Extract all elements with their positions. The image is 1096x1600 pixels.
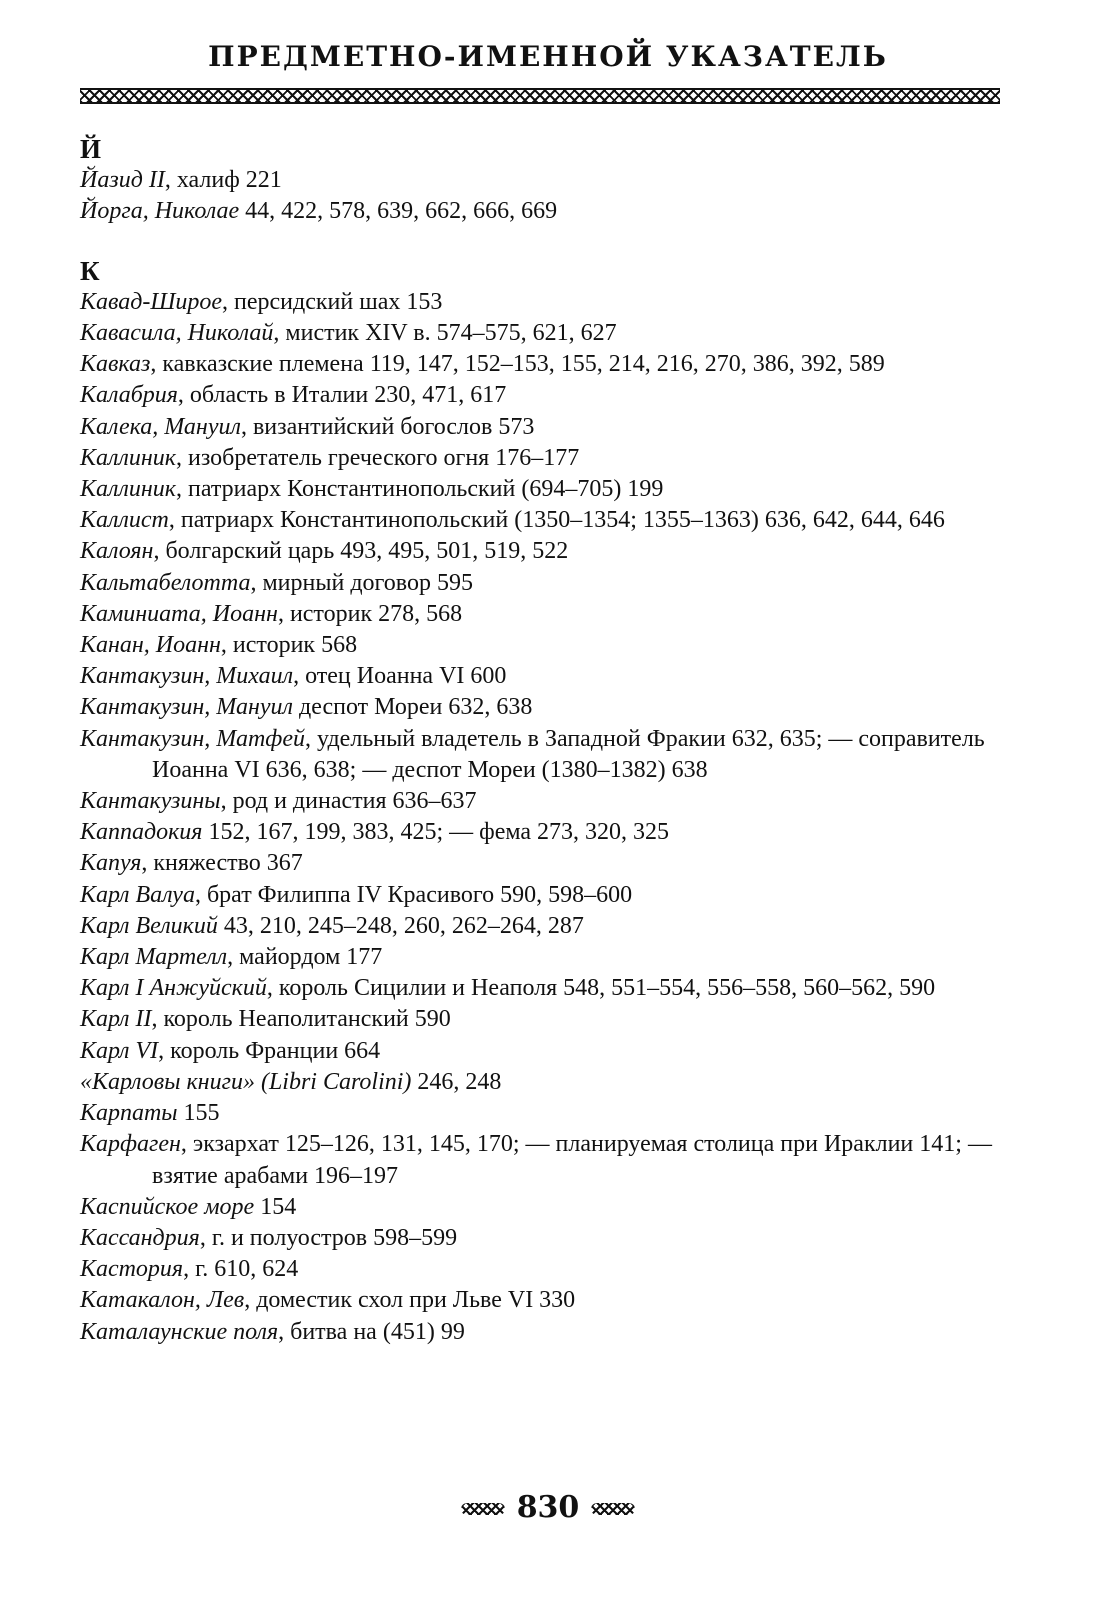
index-entry-term: Йорга, Николае bbox=[80, 198, 240, 225]
index-entry-term: Карл Валуа bbox=[80, 881, 195, 908]
index-entry-refs: , король Неаполитанский 590 bbox=[151, 1006, 451, 1033]
index-entry bbox=[80, 196, 1000, 227]
index-entry-term: Кальтабелотта bbox=[80, 569, 251, 596]
index-entry-term: Карл I Анжуйский bbox=[80, 975, 267, 1002]
index-entry bbox=[80, 505, 1000, 536]
page-footer bbox=[0, 1490, 1096, 1525]
index-entry-refs: , удельный владетель в Западной Фракии 632, 635; — соправитель Иоанна VI 636, 638; — деспот Мореи (1380–1382) 638 bbox=[152, 725, 985, 783]
index-entry-term: Каталаунские поля bbox=[80, 1318, 279, 1345]
index-entry bbox=[80, 1317, 1000, 1348]
index-entry-refs: , византийский богослов 573 bbox=[240, 413, 535, 440]
index-entry-term: Капуя bbox=[80, 850, 142, 877]
index-entry bbox=[80, 692, 1000, 723]
index-entry bbox=[80, 942, 1000, 973]
index-entry-term: Карл VI bbox=[80, 1037, 159, 1064]
page-number: 830 bbox=[516, 1490, 580, 1525]
index-entry bbox=[80, 1285, 1000, 1316]
index-entry bbox=[80, 165, 1000, 196]
index-entry-refs: , историк 568 bbox=[220, 632, 358, 659]
index-entry-refs: , доместик схол при Льве VI 330 bbox=[244, 1287, 576, 1314]
index-entry bbox=[80, 817, 1000, 848]
index-entry-term: Каллиник bbox=[80, 476, 176, 503]
index-entry-refs: , изобретатель греческого огня 176–177 bbox=[176, 444, 580, 471]
index-entry-refs: 152, 167, 199, 383, 425; — фема 273, 320, 325 bbox=[202, 819, 670, 846]
index-entry-term: Кантакузин, Мануил bbox=[80, 694, 293, 721]
index-entry-refs: , король Сицилии и Неаполя 548, 551–554, 556–558, 560–562, 590 bbox=[266, 975, 936, 1002]
index-entry-refs: 43, 210, 245–248, 260, 262–264, 287 bbox=[217, 912, 584, 939]
index-entry-refs: , г. и полуостров 598–599 bbox=[199, 1224, 458, 1251]
footer-ornament-right bbox=[591, 1503, 635, 1515]
index-entry bbox=[80, 1129, 1000, 1191]
index-entry-refs: 155 bbox=[177, 1100, 220, 1127]
index-entry-term: Карл Мартелл bbox=[80, 944, 228, 971]
index-content bbox=[80, 126, 1000, 1348]
index-entry-refs: , патриарх Константинопольский (1350–1354; 1355–1363) 636, 642, 644, 646 bbox=[168, 507, 945, 534]
index-entry bbox=[80, 1004, 1000, 1035]
index-entry-refs: , брат Филиппа IV Красивого 590, 598–600 bbox=[194, 881, 633, 908]
index-entry bbox=[80, 1036, 1000, 1067]
index-entry bbox=[80, 1223, 1000, 1254]
index-entry bbox=[80, 848, 1000, 879]
index-entry bbox=[80, 786, 1000, 817]
index-entry-term: Калабрия bbox=[80, 382, 178, 409]
index-entry-term: Каллиник bbox=[80, 444, 176, 471]
index-entry-refs: 154 bbox=[254, 1193, 297, 1220]
index-entry bbox=[80, 536, 1000, 567]
index-entry bbox=[80, 724, 1000, 786]
index-entry-term: Калоян bbox=[80, 538, 154, 565]
index-entry-term: Кантакузин, Матфей bbox=[80, 725, 305, 752]
index-entry-term: Кавасила, Николай bbox=[80, 320, 274, 347]
index-entry-term: Катакалон, Лев bbox=[80, 1287, 245, 1314]
index-entry bbox=[80, 443, 1000, 474]
index-entry-refs: , княжество 367 bbox=[141, 850, 303, 877]
index-entry bbox=[80, 911, 1000, 942]
index-entry bbox=[80, 1098, 1000, 1129]
index-entry bbox=[80, 412, 1000, 443]
index-entry-term: Кантакузины bbox=[80, 788, 221, 815]
index-entry-term: Каминиата, Иоанн bbox=[80, 600, 278, 627]
index-entry-term: Канан, Иоанн bbox=[80, 632, 221, 659]
index-entry bbox=[80, 973, 1000, 1004]
index-entry-refs: , историк 278, 568 bbox=[277, 600, 463, 627]
index-letter-heading: Й bbox=[80, 134, 102, 164]
index-entry bbox=[80, 1254, 1000, 1285]
index-entry bbox=[80, 599, 1000, 630]
index-entry-refs: , халиф 221 bbox=[164, 167, 282, 194]
index-entry bbox=[80, 287, 1000, 318]
running-head: ПРЕДМЕТНО-ИМЕННОЙ УКАЗАТЕЛЬ bbox=[208, 40, 888, 73]
index-entry-term: Карл II bbox=[80, 1006, 152, 1033]
index-entry-refs: , кавказские племена 119, 147, 152–153, 155, 214, 216, 270, 386, 392, 589 bbox=[150, 351, 885, 378]
index-letter-heading: К bbox=[80, 255, 100, 286]
index-entry bbox=[80, 380, 1000, 411]
index-entry-refs: , мирный договор 595 bbox=[250, 569, 473, 596]
index-entry-term: Кавад-Широе bbox=[80, 288, 223, 315]
index-entry-refs: , область в Италии 230, 471, 617 bbox=[177, 382, 507, 409]
index-entry bbox=[80, 630, 1000, 661]
index-entry-refs: , мистик XIV в. 574–575, 621, 627 bbox=[273, 320, 617, 347]
index-entry bbox=[80, 349, 1000, 380]
index-entry bbox=[80, 568, 1000, 599]
index-entry bbox=[80, 1192, 1000, 1223]
index-entry-term: Кантакузин, Михаил bbox=[80, 663, 294, 690]
index-entry-refs: деспот Мореи 632, 638 bbox=[292, 694, 533, 721]
index-entry-term: Каппадокия bbox=[80, 819, 203, 846]
index-entry bbox=[80, 474, 1000, 505]
index-entry bbox=[80, 1067, 1000, 1098]
index-entry-refs: , род и династия 636–637 bbox=[220, 788, 477, 815]
index-entry-refs: , отец Иоанна VI 600 bbox=[293, 663, 507, 690]
index-entry-term: Калека, Мануил bbox=[80, 413, 241, 440]
index-entry-term: Каллист bbox=[80, 507, 169, 534]
index-entry-refs: , болгарский царь 493, 495, 501, 519, 522 bbox=[153, 538, 569, 565]
index-entry-term: Карл Великий bbox=[80, 912, 218, 939]
index-entry-term: Кастория bbox=[80, 1256, 184, 1283]
header-ornament bbox=[80, 88, 1000, 104]
index-entry-term: Йазид II bbox=[80, 167, 165, 194]
index-entry-refs: , г. 610, 624 bbox=[183, 1256, 299, 1283]
index-entry-term: Карфаген bbox=[80, 1131, 181, 1158]
index-entry bbox=[80, 661, 1000, 692]
index-entry-refs: 44, 422, 578, 639, 662, 666, 669 bbox=[239, 198, 558, 225]
index-entry-term: Карпаты bbox=[80, 1100, 178, 1127]
index-entry bbox=[80, 880, 1000, 911]
index-entry-refs: , персидский шах 153 bbox=[222, 288, 443, 315]
index-entry-refs: 246, 248 bbox=[411, 1068, 502, 1095]
index-entry-term: Кассандрия bbox=[80, 1224, 200, 1251]
index-entry bbox=[80, 318, 1000, 349]
index-entry-refs: , майордом 177 bbox=[227, 944, 383, 971]
footer-ornament-left bbox=[461, 1503, 505, 1515]
index-entry-refs: , экзархат 125–126, 131, 145, 170; — планируемая столица при Ираклии 141; — взятие арабами 196–197 bbox=[152, 1131, 992, 1189]
index-entry-refs: , король Франции 664 bbox=[158, 1037, 381, 1064]
index-entry-term: Кавказ bbox=[80, 351, 151, 378]
index-entry-term: Каспийское море bbox=[80, 1193, 255, 1220]
index-entry-refs: , патриарх Константинопольский (694–705) 199 bbox=[176, 476, 664, 503]
index-entry-term: «Карловы книги» (Libri Carolini) bbox=[80, 1068, 412, 1095]
index-entry-refs: , битва на (451) 99 bbox=[278, 1318, 465, 1345]
